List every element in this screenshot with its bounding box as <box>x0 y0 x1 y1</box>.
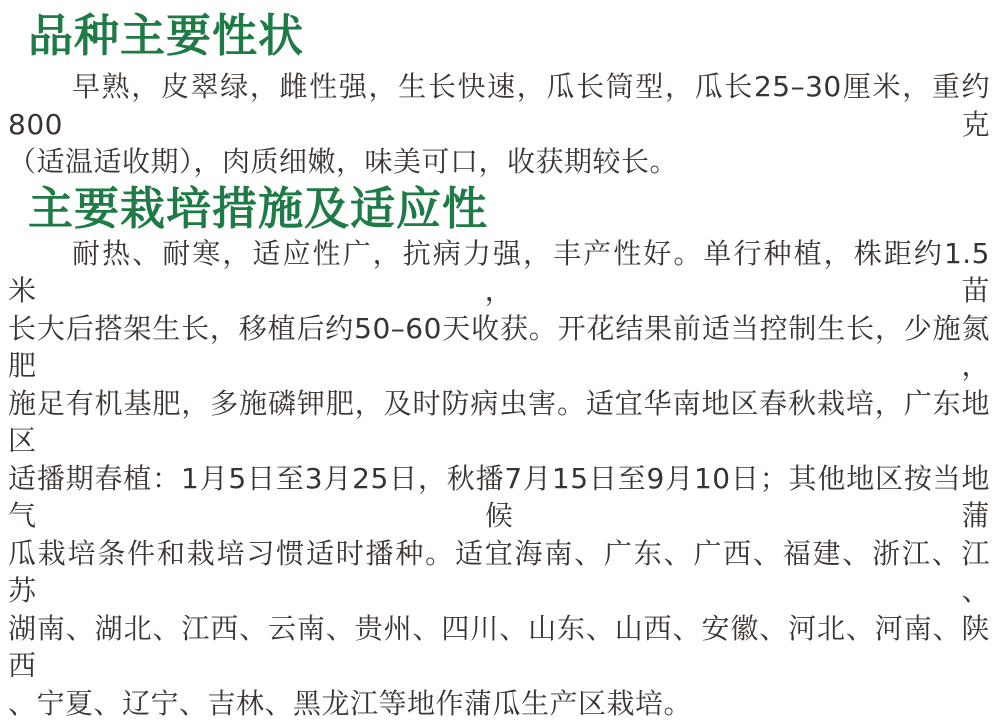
section-body-variety-traits <box>8 68 990 181</box>
section-heading-cultivation: 主要栽培措施及适应性 <box>28 185 990 233</box>
body-text-line: 湖南、湖北、江西、云南、贵州、四川、山东、山西、安徽、河北、河南、陕西 <box>8 610 990 685</box>
body-text-line: （适温适收期），肉质细嫩，味美可口，收获期较长。 <box>8 143 990 181</box>
body-text-line: 耐热、耐寒，适应性广，抗病力强，丰产性好。单行种植，株距约1.5米，苗 <box>8 235 990 310</box>
body-text-line: 施足有机基肥，多施磷钾肥，及时防病虫害。适宜华南地区春秋栽培，广东地区 <box>8 385 990 460</box>
body-text-line: 、宁夏、辽宁、吉林、黑龙江等地作蒲瓜生产区栽培。 <box>8 685 990 722</box>
section-heading-variety-traits: 品种主要性状 <box>28 12 990 60</box>
body-text-line: 适播期春植：1月5日至3月25日，秋播7月15日至9月10日；其他地区按当地气候蒲 <box>8 460 990 535</box>
body-text-line: 长大后搭架生长，移植后约50–60天收获。开花结果前适当控制生长，少施氮肥， <box>8 310 990 385</box>
body-text-line: 早熟，皮翠绿，雌性强，生长快速，瓜长筒型，瓜长25–30厘米，重约800克 <box>8 68 990 143</box>
body-text-line: 瓜栽培条件和栽培习惯适时播种。适宜海南、广东、广西、福建、浙江、江苏、 <box>8 535 990 610</box>
section-body-cultivation <box>8 235 990 722</box>
